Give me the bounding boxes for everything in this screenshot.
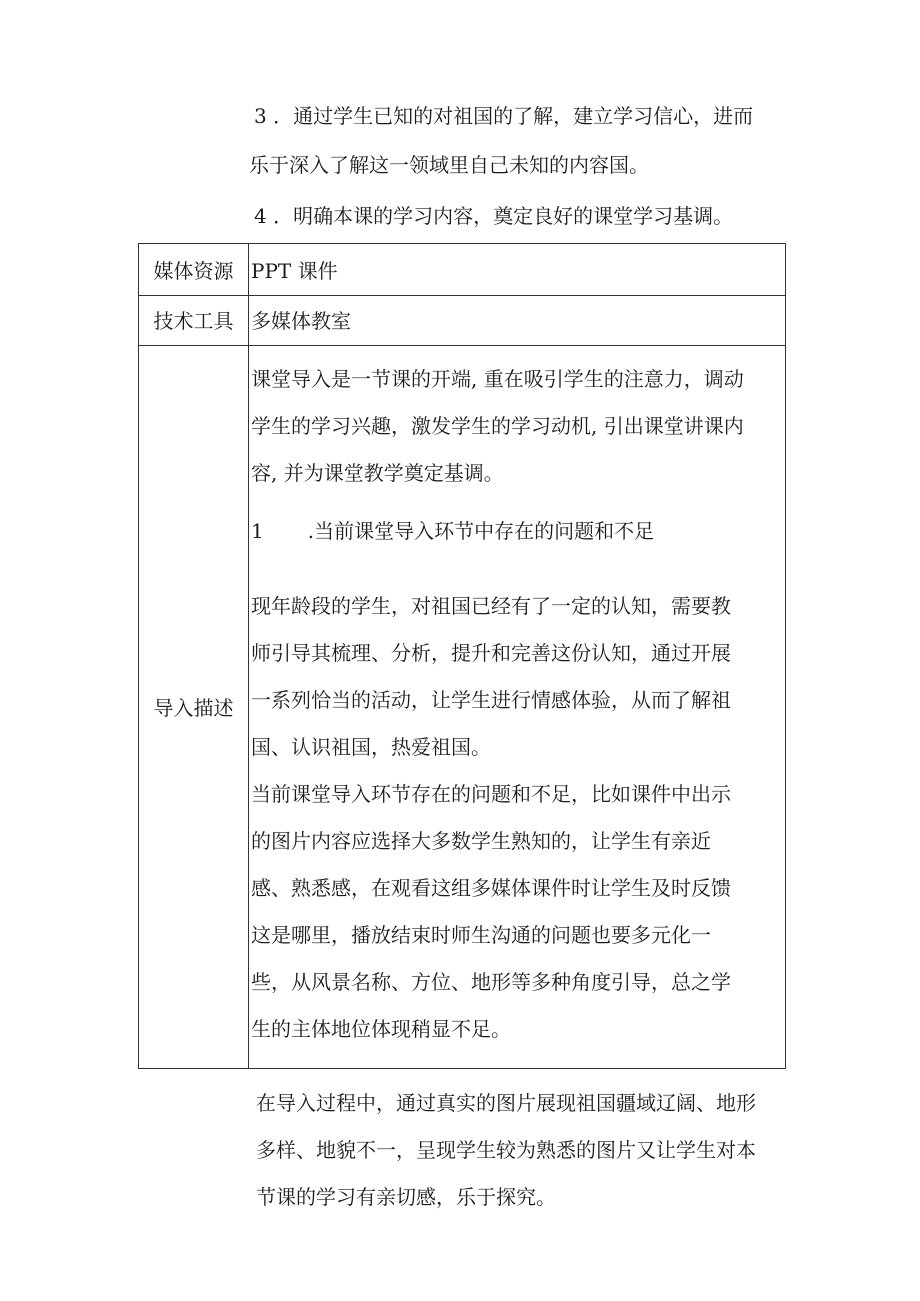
description-line: 容, 并为课堂教学奠定基调。	[251, 461, 504, 485]
tech-tool-label: 技术工具	[153, 309, 234, 333]
table-row-divider	[139, 345, 785, 346]
description-line: 当前课堂导入环节存在的问题和不足，比如课件中出示	[251, 782, 731, 806]
description-line: 感、熟悉感，在观看这组多媒体课件时让学生及时反馈	[251, 876, 731, 900]
tech-tool-value: 多媒体教室	[251, 309, 351, 333]
description-line: 国、认识祖国，热爱祖国。	[251, 735, 491, 759]
description-line: 生的主体地位体现稍显不足。	[251, 1017, 511, 1041]
media-resource-label: 媒体资源	[153, 259, 234, 283]
description-heading-text: .当前课堂导入环节中存在的问题和不足	[307, 519, 655, 543]
intro-paragraph-2: 乐于深入了解这一领域里自己未知的内容国。	[249, 153, 649, 177]
closing-paragraph-1: 在导入过程中，通过真实的图片展现祖国疆域辽阔、地形	[256, 1091, 756, 1115]
description-line: 现年龄段的学生，对祖国已经有了一定的认知，需要教	[251, 594, 731, 618]
intro-description-label: 导入描述	[153, 696, 234, 720]
description-line: 师引导其梳理、分析，提升和完善这份认知，通过开展	[251, 641, 731, 665]
table-row-divider	[139, 295, 785, 296]
lesson-info-table	[138, 243, 786, 1069]
media-resource-value: PPT 课件	[251, 259, 338, 283]
description-line: 的图片内容应选择大多数学生熟知的，让学生有亲近	[251, 829, 711, 853]
description-heading	[251, 519, 654, 543]
description-heading-number: 1	[251, 519, 264, 543]
closing-paragraph-3: 节课的学习有亲切感，乐于探究。	[256, 1185, 556, 1209]
closing-paragraph-2: 多样、地貌不一，呈现学生较为熟悉的图片又让学生对本	[256, 1138, 756, 1162]
description-line: 一系列恰当的活动，让学生进行情感体验，从而了解祖	[251, 688, 731, 712]
description-line: 些，从风景名称、方位、地形等多种角度引导，总之学	[251, 970, 731, 994]
description-line: 学生的学习兴趣，激发学生的学习动机, 引出课堂讲课内	[251, 414, 744, 438]
description-line: 这是哪里，播放结束时师生沟通的问题也要多元化一	[251, 923, 711, 947]
table-column-divider	[248, 244, 249, 1068]
intro-paragraph-1: 3 ．通过学生已知的对祖国的了解，建立学习信心，进而	[254, 104, 754, 128]
description-line: 课堂导入是一节课的开端, 重在吸引学生的注意力，调动	[251, 367, 744, 391]
intro-paragraph-3: 4 ．明确本课的学习内容，奠定良好的课堂学习基调。	[254, 204, 734, 228]
